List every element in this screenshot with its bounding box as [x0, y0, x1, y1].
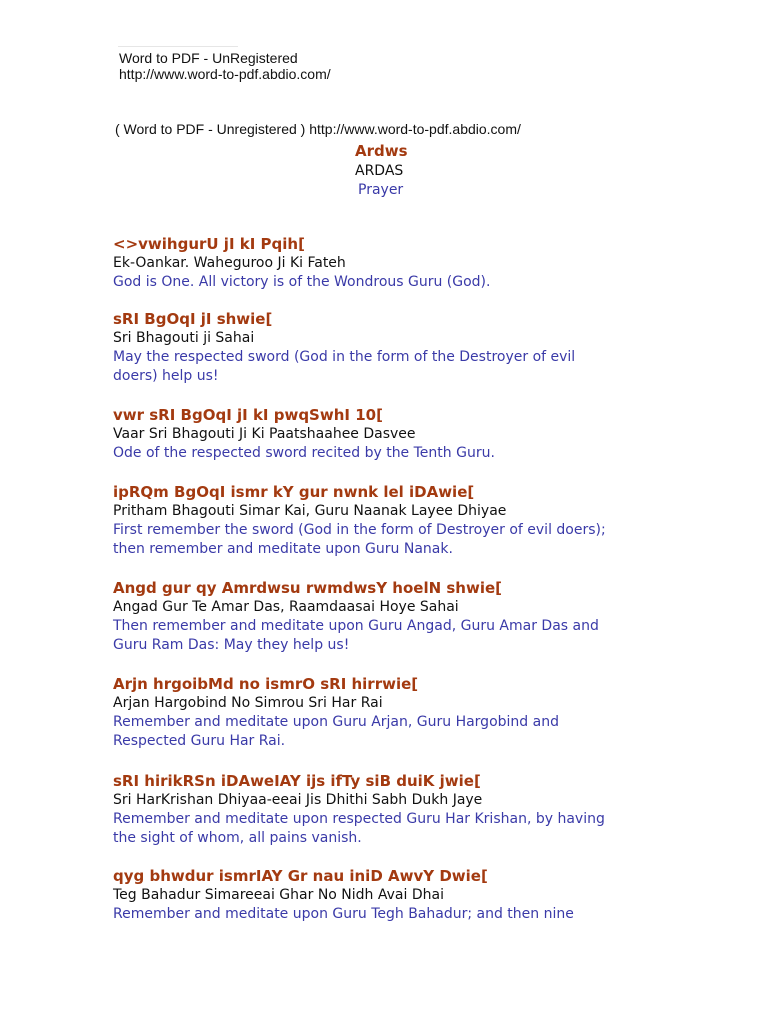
verse-roman: Arjan Hargobind No Simrou Sri Har Rai — [113, 695, 383, 711]
verse-roman: Angad Gur Te Amar Das, Raamdaasai Hoye Sahai — [113, 599, 459, 615]
verse-roman: Pritham Bhagouti Simar Kai, Guru Naanak Layee Dhiyae — [113, 503, 507, 519]
verse-gurmukhi: sRI hirikRSn iDAweIAY ijs ifTy siB duiK jwie[ — [113, 772, 481, 790]
verse-2 — [113, 310, 673, 386]
header-rule — [118, 46, 238, 47]
verse-roman: Sri Bhagouti ji Sahai — [113, 330, 255, 346]
verse-gurmukhi: vwr sRI BgOqI jI kI pwqSwhI 10[ — [113, 406, 383, 424]
verse-gurmukhi: Angd gur qy Amrdwsu rwmdwsY hoelN shwie[ — [113, 579, 503, 597]
verse-english: May the respected sword (God in the form of the Destroyer of evil — [113, 349, 576, 365]
verse-gurmukhi: sRI BgOqI jI shwie[ — [113, 310, 273, 328]
verse-english: Guru Ram Das: May they help us! — [113, 637, 350, 653]
title-roman: ARDAS — [355, 163, 404, 179]
title-gurmukhi: Ardws — [355, 142, 408, 160]
verse-english: the sight of whom, all pains vanish. — [113, 830, 362, 846]
verse-7 — [113, 772, 673, 848]
title-english: Prayer — [358, 182, 404, 198]
verse-gurmukhi: ipRQm BgOqI ismr kY gur nwnk lel iDAwie[ — [113, 483, 475, 501]
verse-5 — [113, 579, 673, 655]
verse-english: God is One. All victory is of the Wondrous Guru (God). — [113, 274, 491, 290]
verse-1 — [113, 235, 673, 292]
verse-roman: Teg Bahadur Simareeai Ghar No Nidh Avai Dhai — [113, 887, 444, 903]
verse-gurmukhi: <>vwihgurU jI kI Pqih[ — [113, 235, 305, 253]
watermark — [119, 50, 331, 82]
verse-english: First remember the sword (God in the form of Destroyer of evil doers); — [113, 522, 606, 538]
unregistered-banner: ( Word to PDF - Unregistered ) http://www.word-to-pdf.abdio.com/ — [115, 121, 521, 137]
verse-english: Remember and meditate upon respected Guru Har Krishan, by having — [113, 811, 605, 827]
verse-8 — [113, 867, 673, 924]
verse-english: Remember and meditate upon Guru Arjan, Guru Hargobind and — [113, 714, 559, 730]
verse-4 — [113, 483, 673, 559]
verse-gurmukhi: qyg bhwdur ismrIAY Gr nau iniD AwvY Dwie[ — [113, 867, 488, 885]
verse-english: Respected Guru Har Rai. — [113, 733, 286, 749]
verse-english: doers) help us! — [113, 368, 219, 384]
verse-roman: Vaar Sri Bhagouti Ji Ki Paatshaahee Dasvee — [113, 426, 416, 442]
verse-3 — [113, 406, 673, 463]
verse-6 — [113, 675, 673, 751]
verse-english: then remember and meditate upon Guru Nanak. — [113, 541, 453, 557]
verse-roman: Sri HarKrishan Dhiyaa-eeai Jis Dhithi Sabh Dukh Jaye — [113, 792, 483, 808]
verse-roman: Ek-Oankar. Waheguroo Ji Ki Fateh — [113, 255, 346, 271]
watermark-line-1: Word to PDF - UnRegistered — [119, 50, 298, 66]
verse-english: Ode of the respected sword recited by the Tenth Guru. — [113, 445, 495, 461]
verse-english: Then remember and meditate upon Guru Angad, Guru Amar Das and — [113, 618, 599, 634]
verse-english: Remember and meditate upon Guru Tegh Bahadur; and then nine — [113, 906, 574, 922]
watermark-line-2: http://www.word-to-pdf.abdio.com/ — [119, 66, 331, 82]
verse-gurmukhi: Arjn hrgoibMd no ismrO sRI hirrwie[ — [113, 675, 419, 693]
